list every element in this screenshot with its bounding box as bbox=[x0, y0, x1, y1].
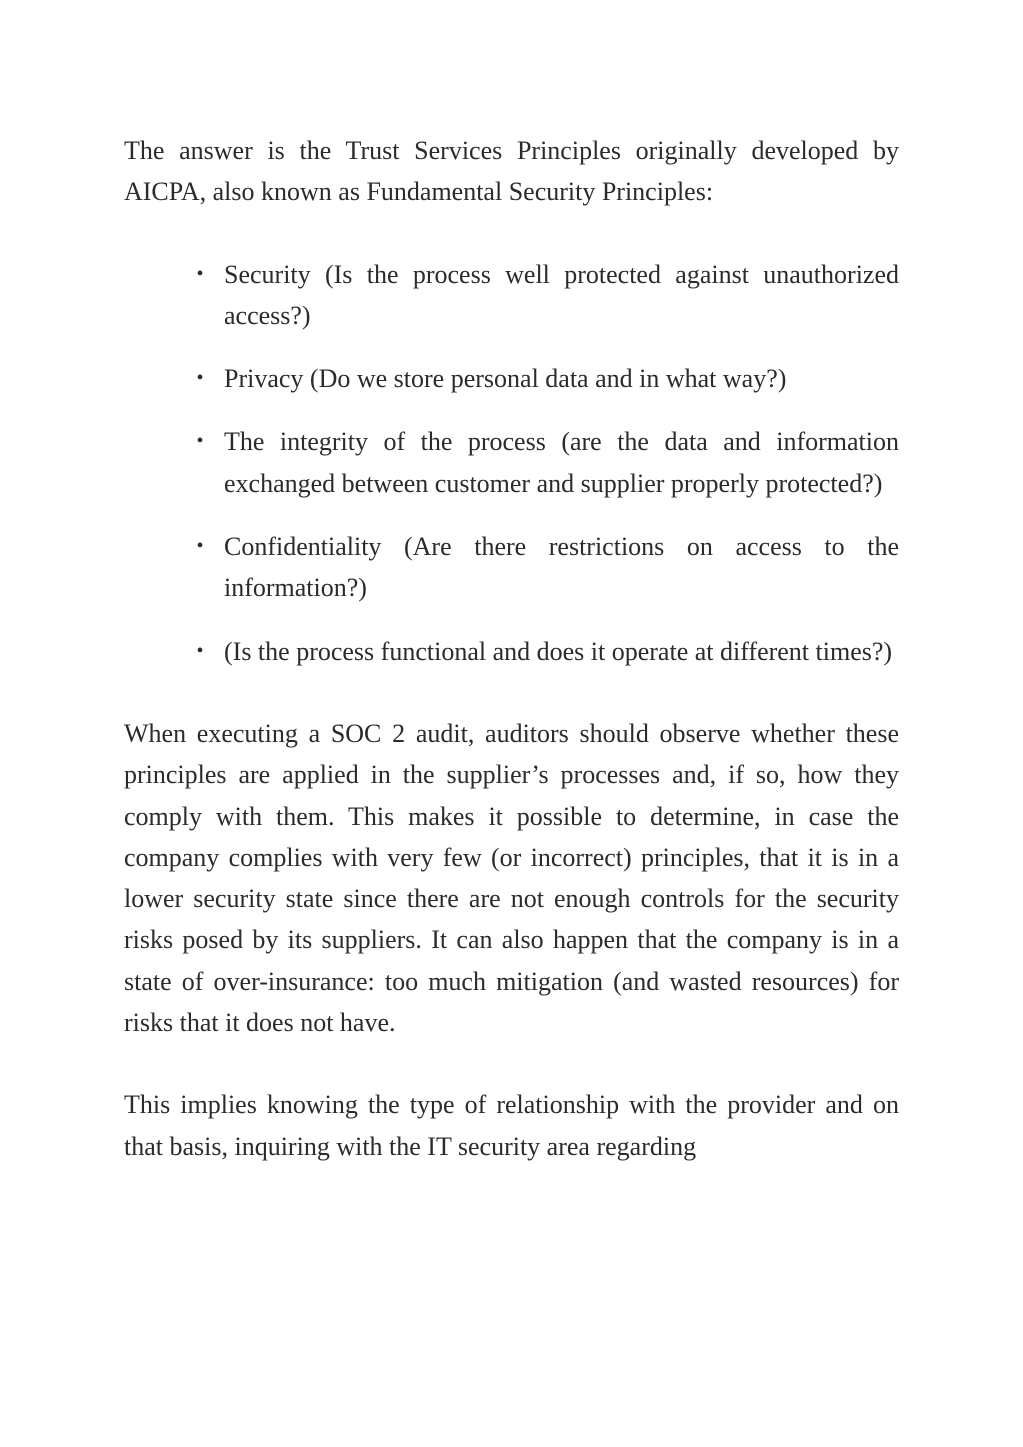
principle-privacy: Privacy (Do we store personal data and in what way?) bbox=[224, 364, 787, 394]
list-item bbox=[196, 358, 899, 399]
list-item bbox=[196, 526, 899, 609]
list-item bbox=[196, 631, 899, 672]
bullet-icon: • bbox=[196, 430, 204, 453]
bullet-icon: • bbox=[196, 535, 204, 558]
principle-confidentiality: Confidentiality (Are there restrictions on access to the information?) bbox=[224, 532, 899, 603]
principles-list bbox=[124, 254, 899, 672]
intro-paragraph: The answer is the Trust Services Principles originally developed by AICPA, also known as Fundamental Security Principles: bbox=[124, 136, 899, 207]
bullet-icon: • bbox=[196, 367, 204, 390]
soc-audit-paragraph: When executing a SOC 2 audit, auditors should observe whether these principles are applied in the supplier’s processes and, if so, how they comply with them. This makes it possible to determine, in case the company complies with very few (or incorrect) principles, that it is in a lower security state since there are not enough controls for the security risks posed by its suppliers. It can also happen that the company is in a state of over-insurance: too much mitigation (and wasted resources) for risks that it does not have. bbox=[124, 718, 899, 1038]
list-item bbox=[196, 254, 899, 337]
principle-availability: (Is the process functional and does it operate at different times?) bbox=[224, 636, 893, 666]
document-page bbox=[124, 130, 899, 1167]
principle-integrity: The integrity of the process (are the data and information exchanged between customer and supplier properly protected?) bbox=[224, 427, 899, 498]
list-item bbox=[196, 421, 899, 504]
provider-paragraph: This implies knowing the type of relationship with the provider and on that basis, inquiring with the IT security area regarding bbox=[124, 1090, 899, 1161]
bullet-icon: • bbox=[196, 639, 204, 662]
principle-security: Security (Is the process well protected against unauthorized access?) bbox=[224, 259, 899, 330]
bullet-icon: • bbox=[196, 262, 204, 285]
